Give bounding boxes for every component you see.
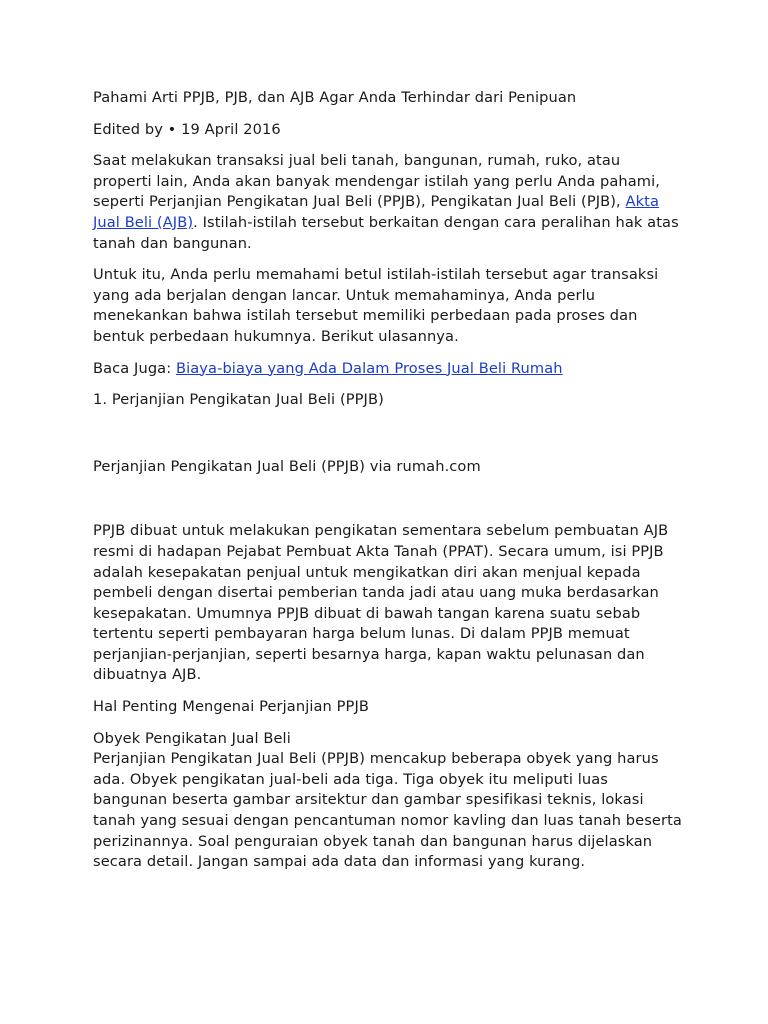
section-heading-ppjb: 1. Perjanjian Pengikatan Jual Beli (PPJB) bbox=[93, 391, 384, 409]
paragraph-ppjb: PPJB dibuat untuk melakukan pengikatan sementara sebelum pembuatan AJB resmi di hadapan Pejabat Pembuat Akta Tanah (PPAT). Secara umum, isi PPJB adalah kesepakatan penjual untuk mengikatkan diri akan menjual kepada pembeli dengan disertai pemberian tanda jadi atau uang muka berdasarkan kesepakatan. Umumnya PPJB dibuat di bawah tangan karena suatu sebab tertentu seperti pembayaran harga belum lunas. Di dalam PPJB memuat perjanjian-perjanjian, seperti besarnya harga, kapan waktu pelunasan dan dibuatnya AJB. bbox=[93, 522, 669, 684]
ajb-link[interactable]: Akta Jual Beli (AJB) bbox=[93, 193, 660, 231]
article-body bbox=[93, 88, 683, 873]
read-also-link[interactable]: Biaya-biaya yang Ada Dalam Proses Jual Beli Rumah bbox=[175, 359, 563, 377]
article-title: Pahami Arti PPJB, PJB, dan AJB Agar Anda Terhindar dari Penipuan bbox=[93, 89, 577, 106]
subheading-important: Hal Penting Mengenai Perjanjian PPJB bbox=[93, 698, 369, 716]
paragraph-understanding: Untuk itu, Anda perlu memahami betul istilah-istilah tersebut agar transaksi yang ada berjalan dengan lancar. Untuk memahaminya, Anda perlu menekankan bahwa istilah tersebut memiliki perbedaan pada proses dan bentuk perbedaan hukumnya. Berikut ulasannya. bbox=[93, 266, 659, 345]
paragraph-obyek: Perjanjian Pengikatan Jual Beli (PPJB) mencakup beberapa obyek yang harus ada. Obyek pengikatan jual-beli ada tiga. Tiga obyek itu meliputi luas bangunan beserta gambar arsitektur dan gambar spesifikasi teknis, lokasi tanah yang sesuai dengan pencantuman nomor kavling dan luas tanah beserta perizinannya. Soal penguraian obyek tanah dan bangunan harus dijelaskan secara detail. Jangan sampai ada data dan informasi yang kurang. bbox=[93, 750, 682, 871]
image-caption: Perjanjian Pengikatan Jual Beli (PPJB) via rumah.com bbox=[93, 457, 481, 475]
intro-paragraph bbox=[93, 151, 683, 254]
intro-text-after: . Istilah-istilah tersebut berkaitan dengan cara peralihan hak atas tanah dan bangunan. bbox=[93, 213, 679, 252]
read-also-label: Baca Juga: bbox=[93, 359, 176, 377]
article-byline: Edited by • 19 April 2016 bbox=[93, 120, 281, 138]
obyek-heading: Obyek Pengikatan Jual Beli bbox=[93, 729, 291, 747]
read-also bbox=[93, 359, 683, 380]
intro-text-before: Saat melakukan transaksi jual beli tanah, bangunan, rumah, ruko, atau properti lain, Anda akan banyak mendengar istilah yang perlu Anda pahami, seperti Perjanjian Pengikatan Jual Beli (PPJB), Pengikatan Jual Beli (PJB), bbox=[93, 152, 660, 211]
